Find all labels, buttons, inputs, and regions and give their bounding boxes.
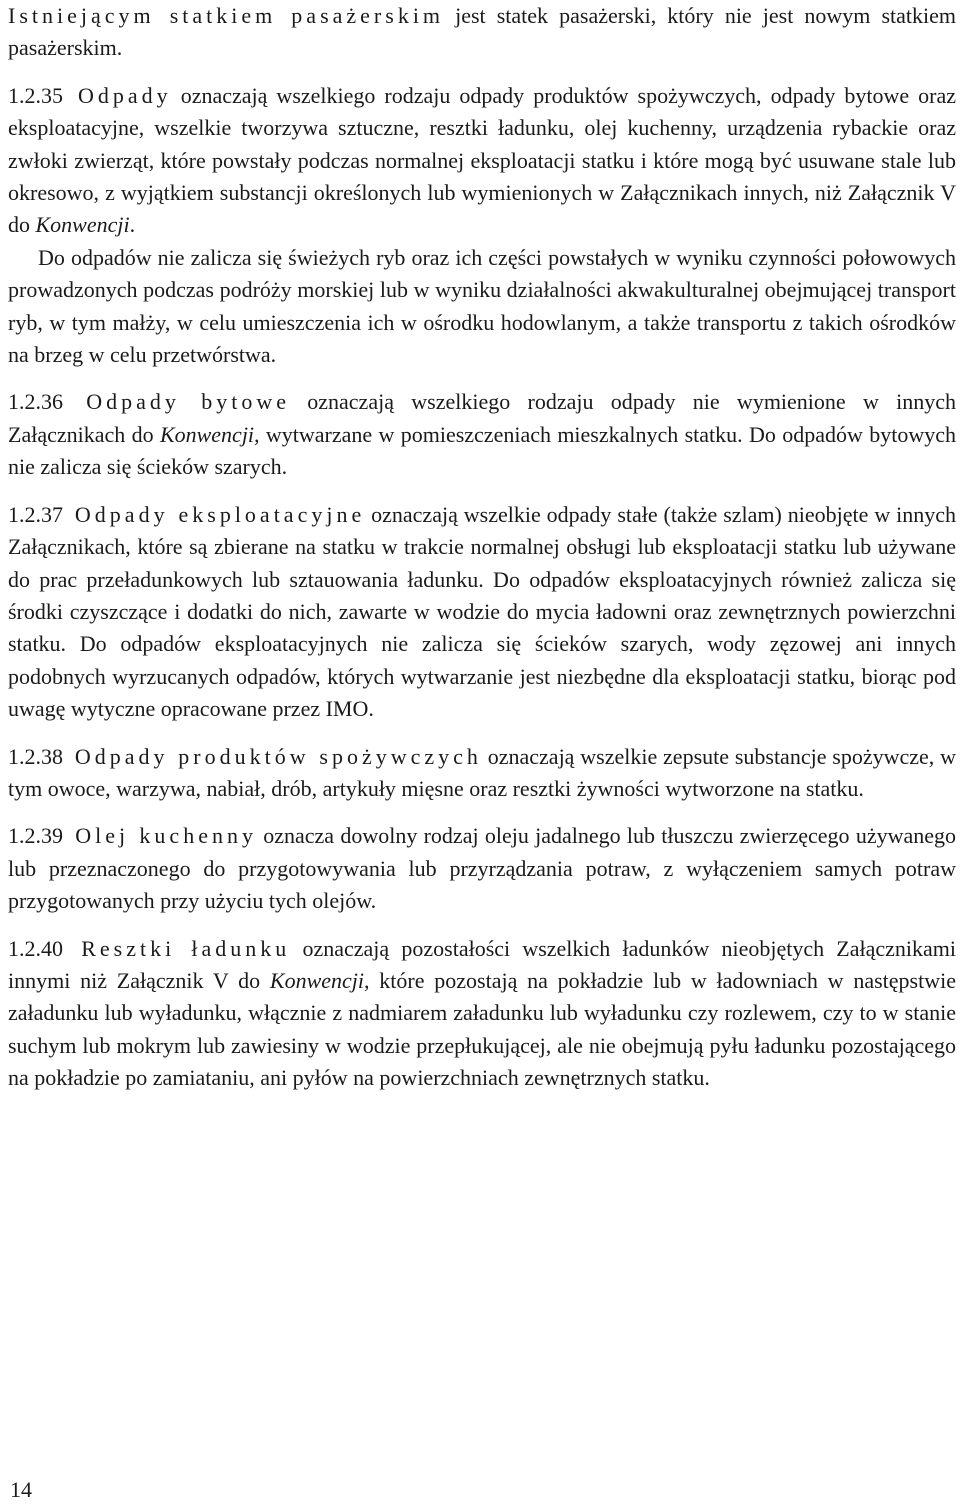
defined-term: Olej kuchenny — [75, 823, 257, 849]
italic-reference: Konwencji — [269, 967, 365, 993]
definition-text: oznacza dowolny rodzaj oleju jadalnego lub tłuszczu zwierzęcego używanego lub przeznaczonego do przygotowywania lub przyrządzania potraw, z wyłączeniem samych potraw przygotowanych przy użyciu tych olejów. — [8, 823, 957, 914]
definition-1-2-39 — [8, 820, 956, 917]
section-number: 1.2.35 — [8, 82, 63, 108]
definition-1-2-37 — [8, 499, 956, 726]
section-number: 1.2.37 — [8, 501, 63, 527]
italic-reference: Konwencji — [35, 212, 130, 238]
definition-text: oznaczają wszelkie zepsute substancje spożywcze, w tym owoce, warzywa, nabiał, drób, artykuły mięsne oraz resztki żywności wytworzone na statku. — [8, 743, 956, 801]
section-number: 1.2.38 — [8, 743, 63, 769]
definition-text: jest statek pasażerski, który nie jest nowym statkiem pasażerskim. — [8, 3, 956, 61]
definition-1-2-35-continuation: Do odpadów nie zalicza się świeżych ryb oraz ich części powstałych w wyniku czynności połowowych prowadzonych podczas podróży morskiej lub w wyniku działalności akwakulturalnej obejmującej transport ryb, w tym małży, w celu umieszczenia ich w ośrodku hodowlanym, a także transportu z takich ośrodków na brzeg w celu przetwórstwa. — [8, 244, 956, 368]
defined-term: Odpady produktów spożywczych — [74, 743, 482, 769]
intro-paragraph — [8, 0, 956, 65]
definition-1-2-36 — [8, 386, 956, 483]
definition-text: oznaczają pozostałości wszelkich ładunków nieobjętych Załącznikami innymi niż Załącznik V do — [8, 935, 957, 993]
definition-1-2-35 — [8, 80, 956, 242]
definition-text-end: , które pozostają na pokładzie lub w ładowniach w następstwie załadunku lub wyładunku, włącznie z nadmiarem załadunku lub wyładunku czy rozlewem, czy to w stanie suchym lub mokrym lub zawiesiny w wodzie przepłukującej, ale nie obejmują pyłu ładunku pozostającego na pokładzie po zamiataniu, ani pyłów na powierzchniach zewnętrznych statku. — [8, 967, 956, 1091]
defined-term: Istniejącym statkiem pasażerskim — [8, 3, 445, 28]
defined-term: Odpady eksploatacyjne — [74, 501, 366, 527]
section-number: 1.2.40 — [8, 935, 63, 961]
definition-text: oznaczają wszelkiego rodzaju odpady produktów spożywczych, odpady bytowe oraz eksploatacyjne, wszelkie tworzywa sztuczne, resztki ładunku, olej kuchenny, urządzenia rybackie oraz zwłoki zwierząt, które powstały podczas normalnej eksploatacji statku i które mogą być usuwane stale lub okresowo, z wyjątkiem substancji określonych lub wymienionych w Załącznikach innych, niż Załącznik V do — [8, 82, 957, 238]
section-number: 1.2.39 — [8, 823, 63, 849]
page-number: 14 — [10, 1477, 32, 1502]
defined-term: Odpady bytowe — [86, 389, 290, 415]
italic-reference: Konwencji, — [159, 421, 260, 447]
document-page — [8, 0, 956, 1095]
definition-text-end: . — [129, 212, 136, 238]
defined-term: Resztki ładunku — [81, 935, 291, 961]
definition-text-end: wytwarzane w pomieszczeniach mieszkalnych statku. Do odpadów bytowych nie zalicza się ścieków szarych. — [8, 421, 956, 480]
definition-text: oznaczają wszelkiego rodzaju odpady nie wymienione w innych Załącznikach do — [8, 389, 957, 447]
definition-1-2-40 — [8, 933, 956, 1095]
definition-1-2-38 — [8, 741, 956, 806]
definition-text: oznaczają wszelkie odpady stałe (także szlam) nieobjęte w innych Załącznikach, które są zbierane na statku w trakcie normalnej obsługi lub eksploatacji statku lub używane do prac przeładunkowych lub sztauowania ładunku. Do odpadów eksploatacyjnych również zalicza się środki czyszczące i dodatki do nich, zawarte w wodzie do mycia ładowni oraz zewnętrznych powierzchni statku. Do odpadów eksploatacyjnych nie zalicza się ścieków szarych, wody zęzowej ani innych podobnych wyrzucanych odpadów, których wytwarzanie jest niezbędne dla eksploatacji statku, biorąc pod uwagę wytyczne opracowane przez IMO. — [8, 501, 956, 722]
section-number: 1.2.36 — [8, 389, 63, 415]
defined-term: Odpady — [78, 82, 172, 108]
